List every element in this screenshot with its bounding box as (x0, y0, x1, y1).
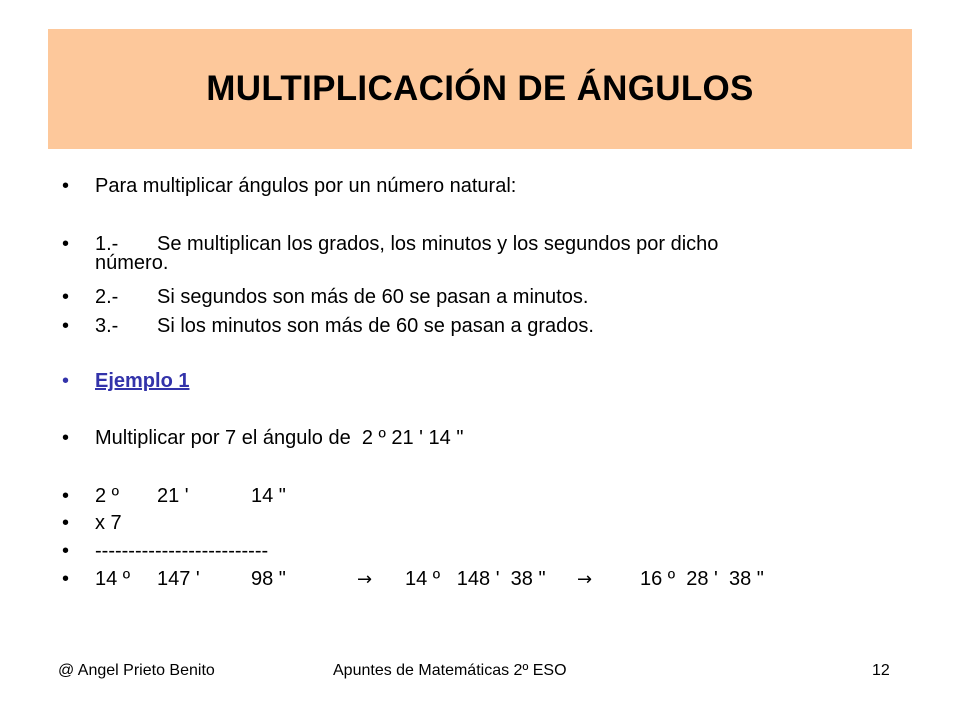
footer-author: @ Angel Prieto Benito (58, 662, 215, 679)
step-number: 2.- (95, 286, 119, 308)
step-number: 1.- (95, 233, 119, 255)
multiplier: x 7 (95, 512, 122, 534)
intro-text: Para multiplicar ángulos por un número natural: (95, 175, 517, 197)
bullet: • (62, 233, 70, 255)
step-text: Se multiplican los grados, los minutos y los segundos por dicho (157, 233, 719, 255)
step-text: Si segundos son más de 60 se pasan a minutos. (157, 286, 589, 308)
bullet: • (62, 175, 70, 197)
result-degrees: 14 º (95, 568, 131, 590)
bullet: • (62, 485, 70, 507)
intermediate-result: 14 º 148 ' 38 " (405, 568, 546, 590)
bullet: • (62, 568, 70, 590)
step-number: 3.- (95, 315, 119, 337)
step-text-continued: número. (95, 252, 169, 274)
example-link[interactable]: Ejemplo 1 (95, 370, 190, 392)
minutes-value: 21 ' (157, 485, 189, 507)
bullet: • (62, 286, 70, 308)
bullet: • (62, 540, 70, 562)
step-text: Si los minutos son más de 60 se pasan a grados. (157, 315, 594, 337)
result-minutes: 147 ' (157, 568, 200, 590)
title-banner (48, 29, 912, 149)
page-number: 12 (872, 662, 890, 679)
bullet: • (62, 512, 70, 534)
bullet: • (62, 370, 70, 392)
seconds-value: 14 " (251, 485, 286, 507)
separator-line: -------------------------- (95, 540, 269, 562)
example-statement: Multiplicar por 7 el ángulo de 2 º 21 ' 14 " (95, 427, 464, 449)
arrow-icon: → (577, 569, 593, 590)
result-seconds: 98 " (251, 568, 286, 590)
slide-title: MULTIPLICACIÓN DE ÁNGULOS (206, 69, 754, 108)
footer-course: Apuntes de Matemáticas 2º ESO (333, 662, 567, 679)
arrow-icon: → (357, 569, 373, 590)
bullet: • (62, 315, 70, 337)
degrees-value: 2 º (95, 485, 119, 507)
final-result: 16 º 28 ' 38 " (640, 568, 764, 590)
bullet: • (62, 427, 70, 449)
